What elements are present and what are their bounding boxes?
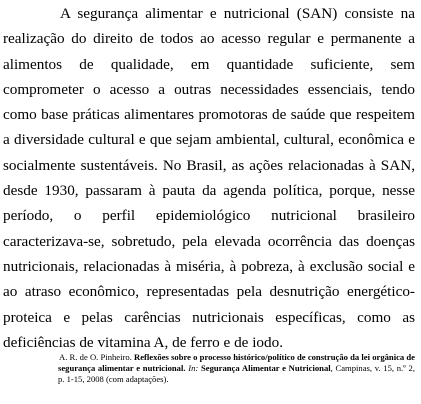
citation-title: Reflexões sobre o processo histórico/político de construção da lei orgânica de segurança alimentar e nutricional.	[58, 352, 415, 374]
citation-details: , Campinas, v. 15, n.º 2, p. 1-15, 2008 (com adaptações).	[58, 363, 415, 385]
citation-journal: Segurança Alimentar e Nutricional	[200, 363, 331, 374]
citation-in-label: In:	[188, 363, 199, 374]
citation-author: A. R. de O. Pinheiro.	[59, 352, 132, 362]
main-paragraph: A segurança alimentar e nutricional (SAN) consiste na realização do direito de todos ao acesso regular e permanente a alimentos de qualidade, em quantidade suficiente, sem comprometer o acesso a outras necessidades essenciais, tendo como base práticas alimentares promotoras de saúde que respeitem a diversidade cultural e que sejam ambiental, cultural, econômica e socialmente sustentáveis. No Brasil, as ações relacionadas à SAN, desde 1930, passaram à pauta da agenda política, porque, nesse período, o perfil epidemiológico nutricional brasileiro caracterizava-se, sobretudo, pela elevada ocorrência das doenças nutricionais, relacionadas à miséria, à pobreza, à exclusão social e ao atraso econômico, representadas pela desnutrição energético-proteica e pelas carências nutricionais específicas, como as deficiências de vitamina A, de ferro e de iodo.	[3, 5, 415, 351]
source-citation	[58, 352, 415, 386]
